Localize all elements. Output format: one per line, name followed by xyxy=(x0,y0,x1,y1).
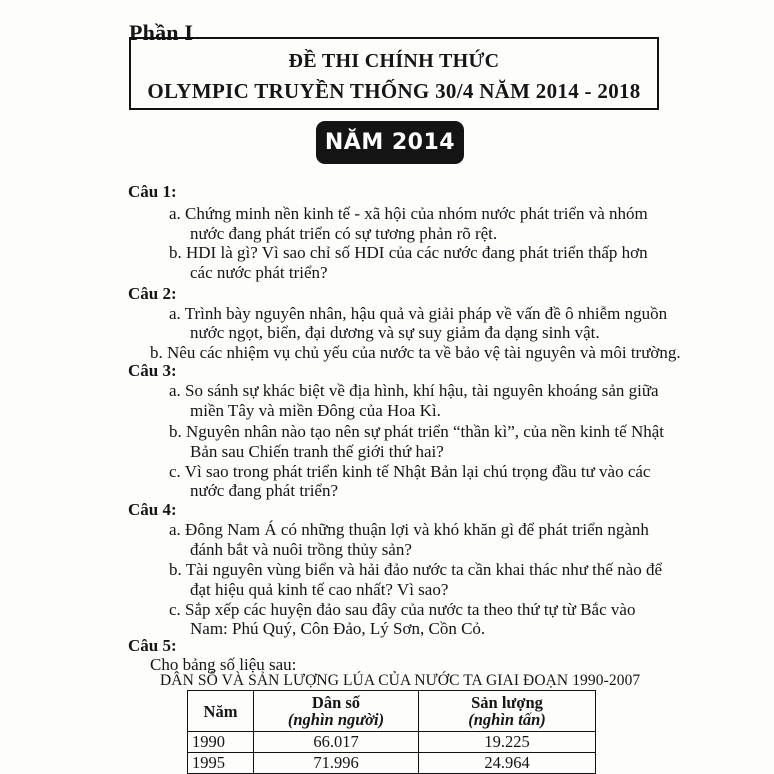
data-table xyxy=(187,690,596,774)
question-heading-2: Câu 2: xyxy=(128,284,177,303)
header-year-label: Năm xyxy=(203,701,238,721)
question-1a-line-2: nước đang phát triển có sự tương phản rõ rệt. xyxy=(190,224,498,243)
question-1a-line-1: a. Chứng minh nền kinh tế - xã hội của nhóm nước phát triển và nhóm xyxy=(169,204,648,223)
question-3b-line-2: Bản sau Chiến tranh thế giới thứ hai? xyxy=(190,442,444,461)
cell-year: 1995 xyxy=(188,753,254,774)
question-5-intro: Cho bảng số liệu sau: xyxy=(150,655,297,674)
exam-title-line-1: ĐỀ THI CHÍNH THỨC xyxy=(288,50,500,72)
table-row xyxy=(188,753,596,774)
header-rice-unit: (nghìn tấn) xyxy=(468,710,546,729)
question-heading-5: Câu 5: xyxy=(128,636,177,655)
question-3c-line-1: c. Vì sao trong phát triển kinh tế Nhật Bản lại chú trọng đầu tư vào các xyxy=(169,462,651,481)
question-2a-line-1: a. Trình bày nguyên nhân, hậu quả và giải pháp về vấn đề ô nhiễm nguồn xyxy=(169,304,668,323)
cell-population: 66.017 xyxy=(254,732,419,753)
question-2b-line-1: b. Nêu các nhiệm vụ chủ yếu của nước ta về bảo vệ tài nguyên và môi trường. xyxy=(150,343,681,362)
question-heading-3: Câu 3: xyxy=(128,361,177,380)
table-row xyxy=(188,732,596,753)
question-4b-line-1: b. Tài nguyên vùng biển và hải đảo nước ta cần khai thác như thế nào để xyxy=(169,560,663,579)
table-header-row xyxy=(188,691,596,732)
exam-title-box xyxy=(129,37,659,110)
question-3a-line-1: a. So sánh sự khác biệt về địa hình, khí hậu, tài nguyên khoáng sản giữa xyxy=(169,381,659,400)
header-population xyxy=(254,691,419,732)
exam-title-line-2: OLYMPIC TRUYỀN THỐNG 30/4 NĂM 2014 - 2018 xyxy=(147,79,641,103)
question-2a-line-2: nước ngọt, biển, đại dương và sự suy giảm đa dạng sinh vật. xyxy=(190,323,600,342)
header-year xyxy=(188,691,254,732)
table-title: DÂN SỐ VÀ SẢN LƯỢNG LÚA CỦA NƯỚC TA GIAI ĐOẠN 1990-2007 xyxy=(160,672,641,689)
question-4b-line-2: đạt hiệu quả kinh tế cao nhất? Vì sao? xyxy=(190,580,449,599)
header-rice xyxy=(419,691,596,732)
cell-population: 71.996 xyxy=(254,753,419,774)
year-badge: NĂM 2014 xyxy=(316,121,464,164)
cell-rice: 19.225 xyxy=(419,732,596,753)
question-heading-1: Câu 1: xyxy=(128,182,177,201)
question-3a-line-2: miền Tây và miền Đông của Hoa Kì. xyxy=(190,401,441,420)
question-3c-line-2: nước đang phát triển? xyxy=(190,481,339,500)
question-3b-line-1: b. Nguyên nhân nào tạo nên sự phát triển “thần kì”, của nền kinh tế Nhật xyxy=(169,422,664,441)
cell-rice: 24.964 xyxy=(419,753,596,774)
question-4a-line-2: đánh bắt và nuôi trồng thủy sản? xyxy=(190,540,412,559)
header-population-label: Dân số xyxy=(311,693,361,712)
question-4a-line-1: a. Đông Nam Á có những thuận lợi và khó khăn gì để phát triển ngành xyxy=(169,520,649,539)
question-4c-line-2: Nam: Phú Quý, Côn Đảo, Lý Sơn, Cồn Cỏ. xyxy=(190,619,486,638)
cell-year: 1990 xyxy=(188,732,254,753)
question-1b-line-1: b. HDI là gì? Vì sao chỉ số HDI của các nước đang phát triển thấp hơn xyxy=(169,243,648,262)
part-label: Phần I xyxy=(129,20,194,45)
header-rice-label: Sản lượng xyxy=(471,693,543,712)
question-4c-line-1: c. Sắp xếp các huyện đảo sau đây của nước ta theo thứ tự từ Bắc vào xyxy=(169,600,636,619)
question-1b-line-2: các nước phát triển? xyxy=(190,263,328,282)
question-heading-4: Câu 4: xyxy=(128,500,177,519)
header-population-unit: (nghìn người) xyxy=(287,710,385,729)
